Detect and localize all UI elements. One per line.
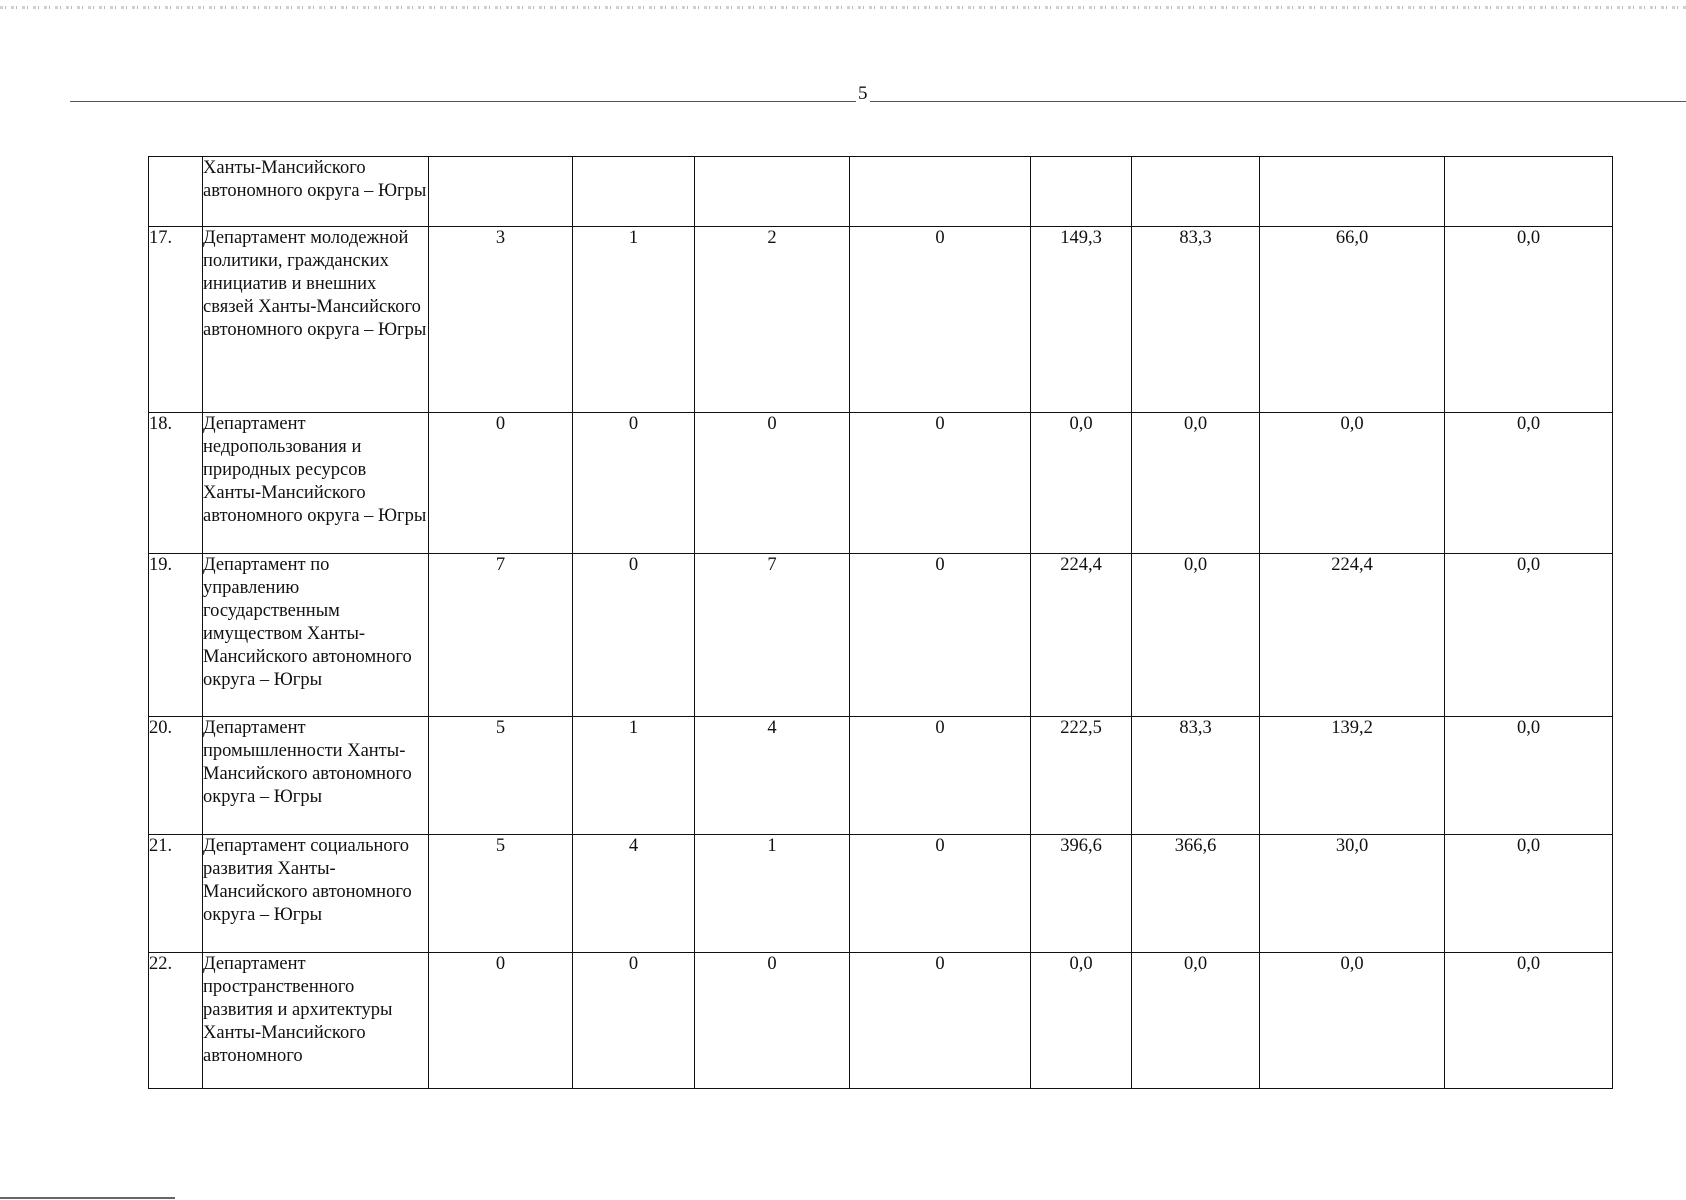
value-cell: 0 <box>850 554 1031 717</box>
value-cell: 5 <box>429 835 573 953</box>
department-name: Департамент молодежной политики, гражданских инициатив и внешних связей Ханты-Мансийского автономного округа – Югры <box>203 227 429 413</box>
value-cell: 0 <box>850 227 1031 413</box>
value-cell: 0 <box>573 953 695 1089</box>
value-cell: 0 <box>850 413 1031 554</box>
row-number: 18. <box>149 413 203 554</box>
value-cell: 83,3 <box>1132 227 1260 413</box>
row-number: 22. <box>149 953 203 1089</box>
value-cell: 0 <box>695 413 850 554</box>
value-cell <box>1260 157 1445 227</box>
value-cell: 396,6 <box>1031 835 1132 953</box>
value-cell: 4 <box>695 717 850 835</box>
table-row <box>149 157 1613 227</box>
value-cell: 66,0 <box>1260 227 1445 413</box>
value-cell: 7 <box>429 554 573 717</box>
value-cell: 0,0 <box>1445 835 1613 953</box>
value-cell <box>1132 157 1260 227</box>
value-cell: 0 <box>850 717 1031 835</box>
value-cell: 0,0 <box>1445 717 1613 835</box>
value-cell: 0 <box>429 953 573 1089</box>
scan-artifact-bottom <box>0 1197 175 1199</box>
value-cell: 83,3 <box>1132 717 1260 835</box>
value-cell: 0,0 <box>1132 554 1260 717</box>
value-cell: 0,0 <box>1445 413 1613 554</box>
value-cell: 0,0 <box>1445 227 1613 413</box>
table-row <box>149 717 1613 835</box>
value-cell: 222,5 <box>1031 717 1132 835</box>
value-cell: 1 <box>695 835 850 953</box>
row-number: 17. <box>149 227 203 413</box>
table-row <box>149 413 1613 554</box>
page-number: 5 <box>858 83 868 104</box>
department-name: Департамент по управлению государственным имуществом Ханты-Мансийского автономного округа – Югры <box>203 554 429 717</box>
value-cell: 0 <box>850 835 1031 953</box>
value-cell <box>1031 157 1132 227</box>
department-name: Ханты-Мансийского автономного округа – Югры <box>203 157 429 227</box>
value-cell: 0,0 <box>1445 554 1613 717</box>
value-cell: 0,0 <box>1260 413 1445 554</box>
department-name: Департамент пространственного развития и архитектуры Ханты-Мансийского автономного <box>203 953 429 1089</box>
value-cell: 0 <box>850 953 1031 1089</box>
row-number: 21. <box>149 835 203 953</box>
value-cell: 224,4 <box>1031 554 1132 717</box>
table-row <box>149 227 1613 413</box>
value-cell: 3 <box>429 227 573 413</box>
value-cell <box>695 157 850 227</box>
row-number: 20. <box>149 717 203 835</box>
value-cell: 139,2 <box>1260 717 1445 835</box>
table-row <box>149 554 1613 717</box>
table-row <box>149 835 1613 953</box>
value-cell: 0,0 <box>1132 953 1260 1089</box>
department-name: Департамент социального развития Ханты-Мансийского автономного округа – Югры <box>203 835 429 953</box>
value-cell: 7 <box>695 554 850 717</box>
scan-artifact-top <box>0 6 1686 9</box>
value-cell <box>573 157 695 227</box>
value-cell: 0 <box>573 554 695 717</box>
table-row <box>149 953 1613 1089</box>
value-cell: 0 <box>573 413 695 554</box>
value-cell <box>850 157 1031 227</box>
value-cell: 224,4 <box>1260 554 1445 717</box>
value-cell: 4 <box>573 835 695 953</box>
value-cell: 0 <box>695 953 850 1089</box>
value-cell: 1 <box>573 227 695 413</box>
header-rule <box>70 101 1686 102</box>
value-cell: 0,0 <box>1260 953 1445 1089</box>
value-cell: 1 <box>573 717 695 835</box>
report-table <box>148 156 1613 1089</box>
value-cell: 0,0 <box>1031 413 1132 554</box>
value-cell: 5 <box>429 717 573 835</box>
value-cell: 2 <box>695 227 850 413</box>
value-cell: 0,0 <box>1132 413 1260 554</box>
row-number: 19. <box>149 554 203 717</box>
value-cell: 366,6 <box>1132 835 1260 953</box>
value-cell <box>429 157 573 227</box>
value-cell: 30,0 <box>1260 835 1445 953</box>
department-name: Департамент недропользования и природных ресурсов Ханты-Мансийского автономного округа – Югры <box>203 413 429 554</box>
value-cell: 0 <box>429 413 573 554</box>
row-number <box>149 157 203 227</box>
value-cell <box>1445 157 1613 227</box>
value-cell: 0,0 <box>1445 953 1613 1089</box>
value-cell: 0,0 <box>1031 953 1132 1089</box>
department-name: Департамент промышленности Ханты-Мансийского автономного округа – Югры <box>203 717 429 835</box>
value-cell: 149,3 <box>1031 227 1132 413</box>
